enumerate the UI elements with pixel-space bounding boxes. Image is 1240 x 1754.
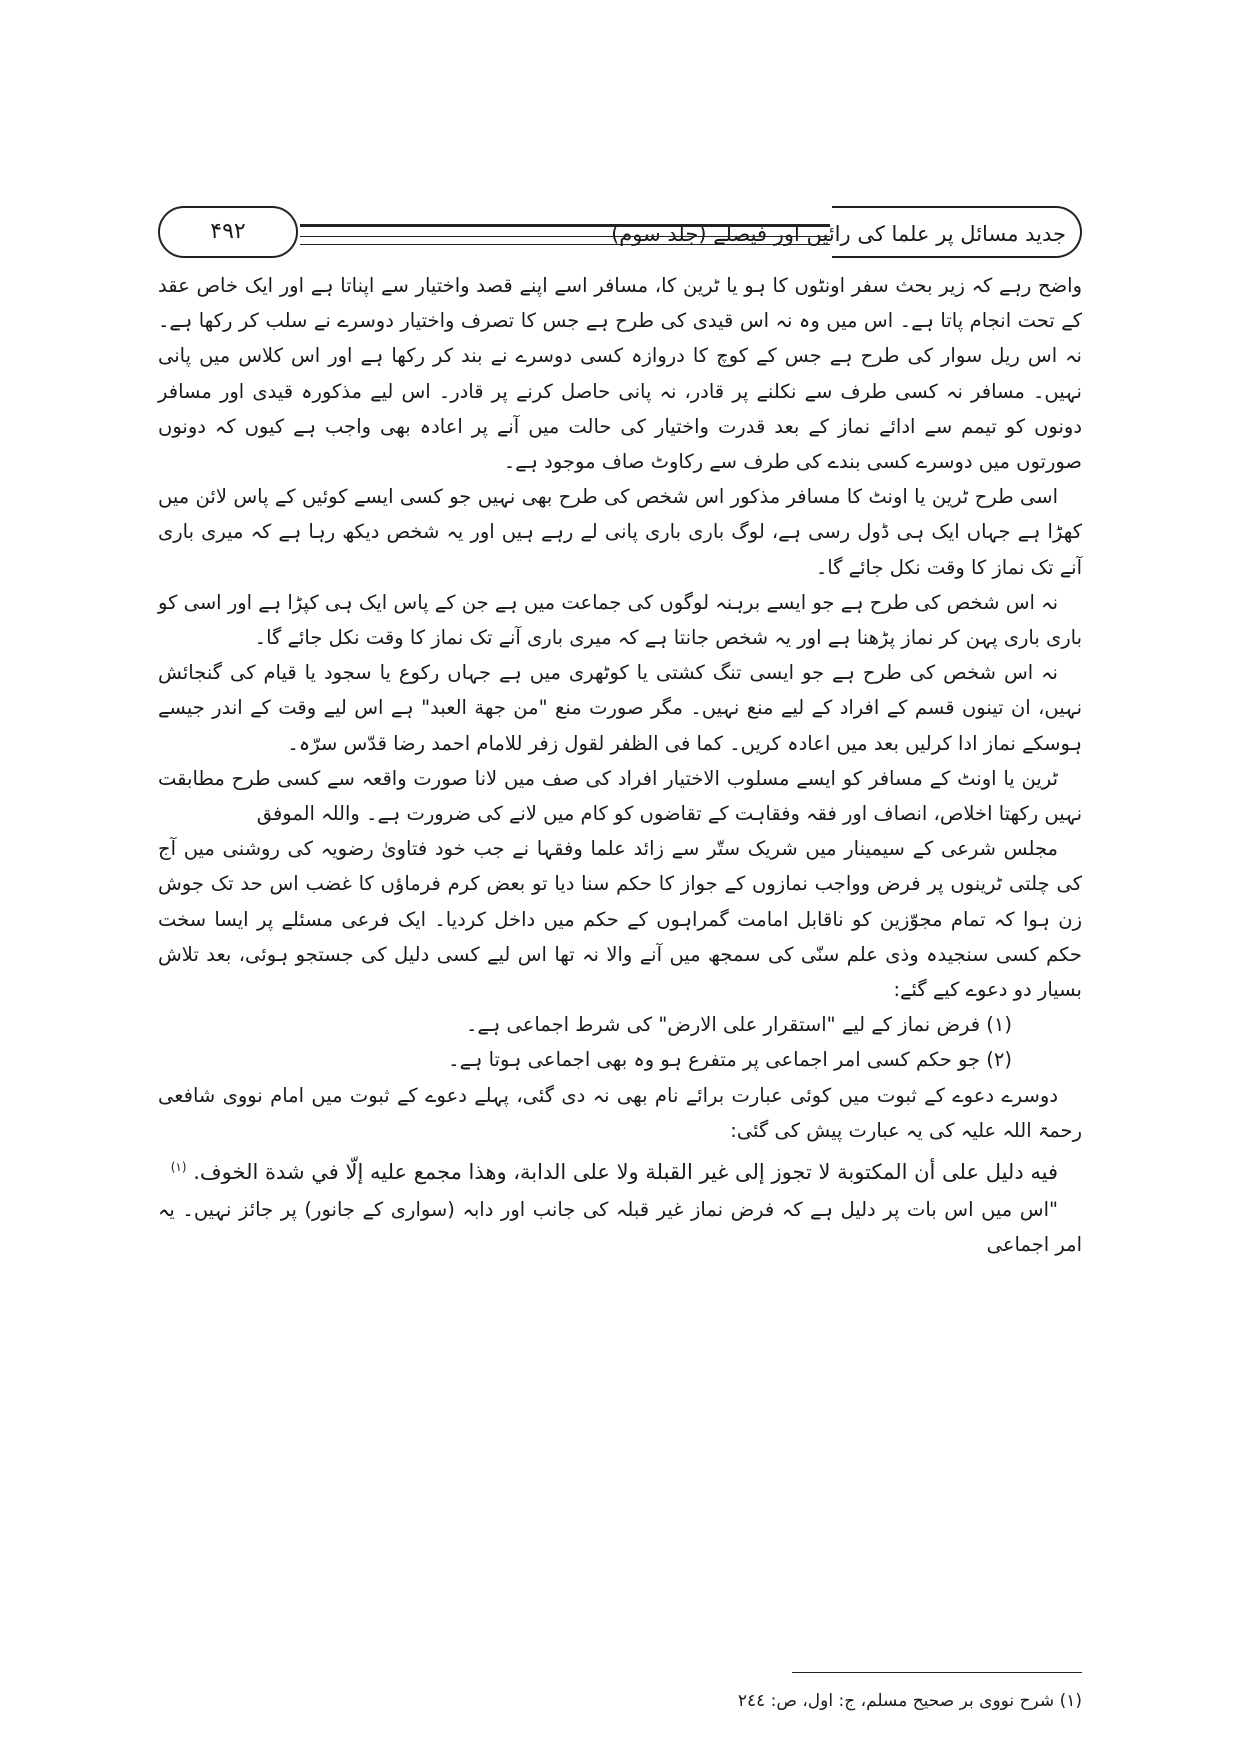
arabic-quotation [158, 1148, 1082, 1192]
list-item: (۱) فرض نماز کے لیے "استقرار علی الارض" کی شرط اجماعی ہے۔ [466, 1013, 1012, 1037]
footnote-reference: (۱) [170, 1160, 187, 1175]
running-header-title: جدید مسائل پر علما کی رائیں اور فیصلے (جلد سوم) [832, 206, 1082, 258]
paragraph: واضح رہے کہ زیر بحث سفر اونٹوں کا ہو یا ٹرین کا، مسافر اسے اپنے قصد واختیار سے اپناتا ہے اور ایک خاص عقد کے تحت انجام پاتا ہے۔ اس میں وہ نہ اس قیدی کی طرح ہے جس کا تصرف واختیار دوسرے نے سلب کر رکھا ہے۔ نہ اس ریل سوار کی طرح ہے جس کے کوچ کا دروازہ کسی دوسرے نے بند کر رکھا ہے اور اس کلاس میں پانی نہیں۔ مسافر نہ کسی طرف سے نکلنے پر قادر، نہ پانی حاصل کرنے پر قادر۔ اس لیے مذکورہ قیدی اور مسافر دونوں کو تیمم سے ادائے نماز کے بعد قدرت واختیار کی حالت میں آنے پر اعادہ بھی واجب ہے کیوں کہ دونوں صورتوں میں دوسرے کسی بندے کی طرف سے رکاوٹ صاف موجود ہے۔ [158, 274, 1082, 474]
paragraph: نہ اس شخص کی طرح ہے جو ایسے برہنہ لوگوں کی جماعت میں ہے جن کے پاس ایک ہی کپڑا ہے اور اسی کو باری باری پہن کر نماز پڑھنا ہے اور یہ شخص جانتا ہے کہ میری باری آنے تک نماز کا وقت نکل جائے گا۔ [158, 590, 1082, 650]
list-item: (۲) جو حکم کسی امر اجماعی پر متفرع ہو وہ بھی اجماعی ہوتا ہے۔ [448, 1048, 1012, 1072]
page-number: ۴۹۲ [158, 206, 298, 258]
footnote-rule [792, 1672, 1082, 1673]
paragraph: اسی طرح ٹرین یا اونٹ کا مسافر مذکور اس شخص کی طرح بھی نہیں جو کسی ایسے کوئیں کے پاس لائن میں کھڑا ہے جہاں ایک ہی ڈول رسی ہے، لوگ باری باری پانی لے رہے ہیں اور یہ شخص دیکھ رہا ہے کہ میری باری آنے تک نماز کا وقت نکل جائے گا۔ [158, 485, 1082, 579]
paragraph: نہ اس شخص کی طرح ہے جو ایسی تنگ کشتی یا کوٹھری میں ہے جہاں رکوع یا سجود یا قیام کی گنجائش نہیں، ان تینوں قسم کے افراد کے لیے منع نہیں۔ مگر صورت منع "من جهة العبد" ہے اس لیے وقت کے اندر جیسے ہوسکے نماز ادا کرلیں بعد میں اعادہ کریں۔ کما فی الظفر لقول زفر للامام احمد رضا قدّس سرّہ۔ [158, 661, 1082, 755]
paragraph: مجلس شرعی کے سیمینار میں شریک ستّر سے زائد علما وفقہا نے جب خود فتاویٰ رضویہ کی روشنی میں آج کی چلتی ٹرینوں پر فرض وواجب نمازوں کے جواز کا حکم سنا دیا تو بعض کرم فرماؤں کا غضب اس حد تک جوش زن ہوا کہ تمام مجوّزین کو ناقابل امامت گمراہوں کے حکم میں داخل کردیا۔ ایک فرعی مسئلے پر ایسا سخت حکم کسی سنجیدہ وذی علم سنّی کی سمجھ میں آنے والا نہ تھا اس لیے کسی دلیل کی جستجو ہوئی، بعد تلاش بسیار دو دعوے کیے گئے: [158, 837, 1082, 1002]
paragraph: "اس میں اس بات پر دلیل ہے کہ فرض نماز غیر قبلہ کی جانب اور دابہ (سواری کے جانور) پر جائز نہیں۔ یہ امر اجماعی [158, 1198, 1082, 1257]
paragraph: دوسرے دعوے کے ثبوت میں کوئی عبارت برائے نام بھی نہ دی گئی، پہلے دعوے کے ثبوت میں امام نووی شافعی رحمۃ اللہ علیہ کی یہ عبارت پیش کی گئی: [158, 1083, 1082, 1142]
header-rule [300, 224, 830, 227]
header-rule [300, 236, 830, 237]
footnote: (۱) شرح نووی بر صحیح مسلم، ج: اول، ص: ۲٤٤ [737, 1691, 1082, 1711]
body-text [158, 268, 1082, 1262]
header-rule [300, 244, 830, 245]
arabic-quotation-text: فيه دليل على أن المكتوبة لا تجوز إلى غير القبلة ولا على الدابة، وهذا مجمع عليه إلّا في شدة الخوف. [193, 1160, 1058, 1185]
paragraph: ٹرین یا اونٹ کے مسافر کو ایسے مسلوب الاختیار افراد کی صف میں لانا صورت واقعہ سے کسی طرح مطابقت نہیں رکھتا اخلاص، انصاف اور فقہ وفقاہت کے تقاضوں کو کام میں لانے کی ضرورت ہے۔ واللہ الموفق [158, 766, 1082, 826]
